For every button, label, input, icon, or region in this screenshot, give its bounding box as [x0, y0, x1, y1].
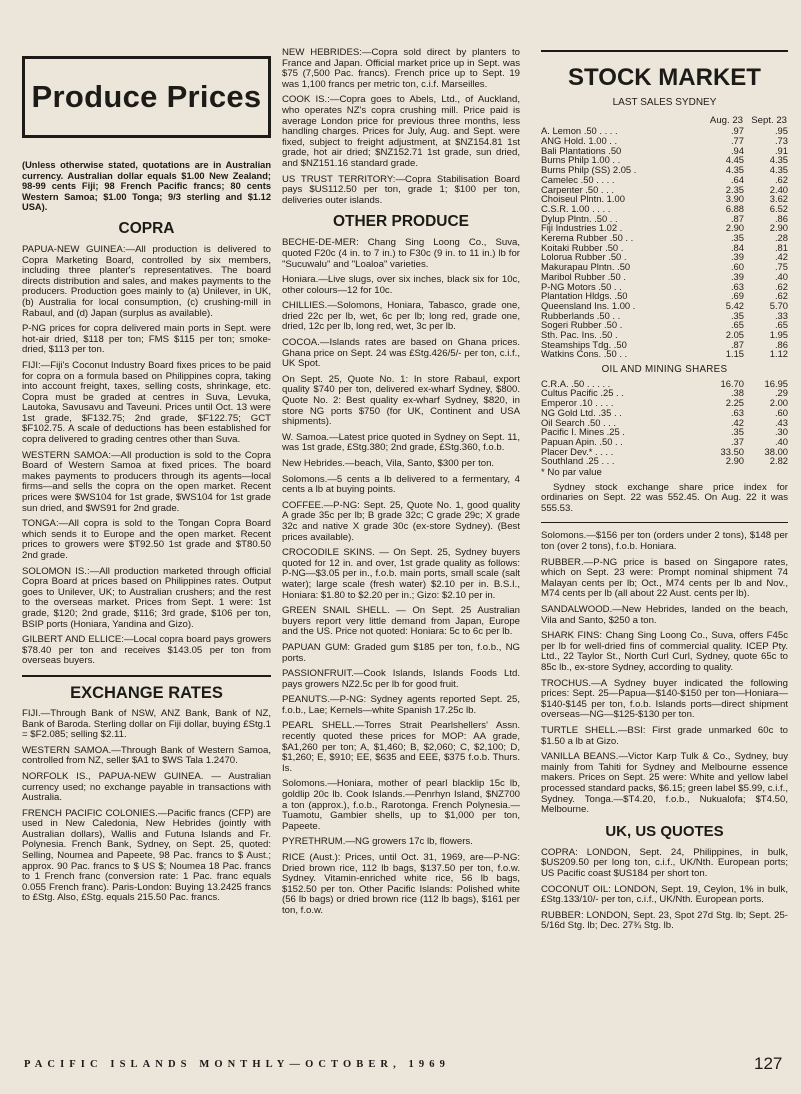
- page-number: 127: [754, 1054, 783, 1073]
- company-name: A. Lemon .50 . . . .: [541, 125, 618, 137]
- copra-us-trust: US TRUST TERRITORY:—Copra Stabilisation Board pays $US112.50 per ton, grade 1; $100 per ton, deliveries outer islands.: [282, 173, 520, 206]
- pearl-shell: PEARL SHELL.—Torres Strait Pearlshellers' Assn. recently quoted these prices for MOP: AA grade, $A1,260 per ton; A, $1,460; B, $2,060; C, $2,100; D, $1,260; E, $910; EE, $635 and EEE, $375 f.o.b. Thurs. Is.: [282, 720, 520, 774]
- company-name: Bali Plantations .50: [541, 144, 622, 156]
- cocoa-new-hebrides: New Hebrides.—beach, Vila, Santo, $300 per ton.: [282, 458, 495, 469]
- price-sept: 1.12: [769, 348, 788, 360]
- col-sept: Sept. 23: [751, 114, 787, 126]
- company-name: Burns Philp (SS) 2.05 .: [541, 164, 637, 176]
- price-sept: .28: [774, 232, 788, 244]
- peanuts: PEANUTS.—P-NG: Sydney agents reported Sept. 25, f.o.b., Lae; Kernels—white Spanish 17.25c lb.: [282, 694, 520, 716]
- price-aug: .35: [730, 309, 744, 321]
- price-sept: 3.62: [769, 193, 788, 205]
- company-name: Koitaki Rubber .50 .: [541, 241, 624, 253]
- column-left: [22, 0, 271, 909]
- company-name: Rubberlands .50 . .: [541, 309, 621, 321]
- company-name: Queensland Ins. 1.00 .: [541, 299, 636, 311]
- exchange-fiji: FIJI.—Through Bank of NSW, ANZ Bank, Bank of NZ, Bank of Baroda. Sterling dollar on Fiji dollar, buying £Stg.1 = $F2.085; selling $2.11.: [22, 707, 271, 741]
- stock-subtitle: LAST SALES SYDNEY: [612, 97, 717, 108]
- price-sept: 2.82: [769, 455, 788, 467]
- company-name: Camelec .50 . . . .: [541, 173, 615, 185]
- price-aug: .84: [730, 241, 744, 253]
- company-name: Placer Dev.* . . . .: [541, 445, 614, 457]
- price-sept: 1.95: [769, 329, 788, 341]
- company-name: Southland .25 . . .: [541, 455, 615, 467]
- price-sept: 2.90: [769, 222, 788, 234]
- price-aug: 16.70: [720, 377, 744, 389]
- company-name: Sth. Pac. Ins. .50 .: [541, 329, 618, 341]
- divider: [22, 675, 271, 677]
- price-aug: 4.35: [725, 164, 744, 176]
- copra-png: PAPUA-NEW GUINEA:—All production is delivered to Copra Marketing Board, controlled by six members, including three planter's representatives. The board directs distribution and sales, and makes payments to the producers. Production goes mainly to (a) Unilever, in UK, (b) Australia for local consumption, (c) crushing-mill in Rabaul, and (d) Japan (surplus as available).: [22, 243, 271, 319]
- cocoa-quotes: On Sept. 25, Quote No. 1: In store Rabaul, export quality $740 per ton, delivered ex-wharf Sydney, $800. Quote No. 2: Best quality ex-wharf Sydney, $820, in store NG ports $750 (for UK, Continent and USA shipments).: [282, 373, 520, 428]
- price-sept: .62: [774, 173, 788, 185]
- price-sept: .40: [774, 435, 788, 447]
- price-aug: .64: [730, 173, 744, 185]
- company-name: Pacific I. Mines .25 .: [541, 426, 625, 438]
- price-sept: 2.00: [769, 397, 788, 409]
- price-sept: .29: [774, 387, 788, 399]
- copra-heading: COPRA: [118, 219, 175, 237]
- column-right: [541, 42, 788, 937]
- beche-de-mer: BECHE-DE-MER: Chang Sing Loong Co., Suva, quoted F20c (4 in. to 7 in.) to F30c (9 in. to 11 in.) lb for "Sucuwalu" and "Loaloa" varieties.: [282, 237, 520, 270]
- price-sept: .43: [774, 416, 788, 428]
- copra-new-hebrides: NEW HEBRIDES:—Copra sold direct by planters to France and Japan. Official market price up in Sept. was $75 (7,500 Pac. francs). French price up to Sept. 19 was 1,100 francs per metric ton, c.i.f. Marseilles.: [282, 47, 520, 90]
- company-name: Dylup Plntn. .50 . .: [541, 212, 618, 224]
- company-name: ANG Hold. 1.00 . .: [541, 135, 618, 146]
- produce-prices-title-box: [22, 56, 271, 138]
- copra-gilbert-ellice: GILBERT AND ELLICE:—Local copra board pays growers $78.40 per ton and receives $143.05 per ton from overseas buyers.: [22, 634, 271, 667]
- company-name: Emperor .10 . . . .: [541, 397, 614, 409]
- passionfruit: PASSIONFRUIT.—Cook Islands, Islands Foods Ltd. pays growers NZ2.5c per lb for good fruit.: [282, 668, 520, 690]
- company-name: NG Gold Ltd. .35 . .: [541, 406, 622, 418]
- stock-table: [541, 115, 788, 360]
- other-produce-heading: OTHER PRODUCE: [332, 213, 470, 231]
- col-aug: Aug. 23: [709, 114, 743, 126]
- company-name: C.R.A. .50 . . . . .: [541, 377, 611, 389]
- crocodile-skins: CROCODILE SKINS. — On Sept. 25, Sydney buyers quoted for 12 in. and over, 1st grade quality as follows: P-NG—$3.05 per in., f.o.b. main ports, small scale (salt water); large scale (fresh water) $2.10 per in. B.S.I., Honiara: $1.80 to $2.20 per in.; Gizo: $2.10 per in.: [282, 547, 520, 601]
- price-aug: .39: [730, 270, 744, 282]
- price-sept: 6.52: [769, 202, 788, 214]
- company-name: Sogeri Rubber .50 .: [541, 319, 623, 331]
- page-title: Produce Prices: [31, 78, 262, 114]
- copra-cook-is: COOK IS.:—Copra goes to Abels, Ltd., of Auckland, who operates NZ's copra crushing mill. Price paid is average London price for previous three months, less handling charges. Prices for July, Aug. and Sept. were fixed, subject to freight adjustment, at $NZ154.81 1st grade, hot air dried; $NZ152.71 1st grade, sun dried, and $NZ151.16 standard grade.: [282, 94, 520, 169]
- divider: [541, 522, 788, 523]
- footer-publication: PACIFIC ISLANDS MONTHLY—OCTOBER, 1969: [24, 1059, 450, 1070]
- stock-row: [541, 349, 788, 359]
- chillies: CHILLIES.—Solomons, Honiara, Tabasco, grade one, dried 22c per lb, wet, 6c per lb; long red, grade one, dried, 12c per lb, long red, wet, 3c per lb.: [282, 300, 520, 333]
- company-name: Plantation Hldgs. .50: [541, 290, 628, 302]
- price-sept: .33: [774, 309, 788, 321]
- price-sept: 16.95: [764, 377, 788, 389]
- company-name: Carpenter .50 . . .: [541, 183, 614, 195]
- copra-tonga: TONGA:—All copra is sold to the Tongan Copra Board which sends it to Europe and the open market. Recent prices to growers were $T92.50 1st grade and $T80.50 2nd grade.: [22, 518, 271, 561]
- company-name: Steamships Tdg. .50: [541, 338, 627, 350]
- price-sept: .73: [774, 135, 788, 146]
- company-name: Makurapau Plntn. .50: [541, 261, 631, 273]
- price-aug: 33.50: [720, 445, 744, 457]
- quote-copra: COPRA: LONDON, Sept. 24, Philippines, in bulk, $US209.50 per long ton, c.i.f., UK/Nth. European ports; US Pacific coast $US184 per short ton.: [541, 846, 788, 879]
- price-aug: 2.25: [725, 397, 744, 409]
- price-aug: .38: [730, 387, 744, 399]
- price-aug: .37: [730, 435, 744, 447]
- price-aug: 3.90: [725, 193, 744, 205]
- papuan-gum: PAPUAN GUM: Graded gum $185 per ton, f.o.b., NG ports.: [282, 641, 520, 664]
- stock-row: [541, 456, 788, 466]
- copra-western-samoa: WESTERN SAMOA:—All production is sold to the Copra Board of Western Samoa at fixed prices. The board makes payments to producers through its agents—local firms—and sells the copra on the open market. Recent prices were $WS104 for 1st grade, $WS104 for 1st grade sun dried, and $WS91 for 2nd grade.: [22, 449, 271, 514]
- price-aug: .87: [730, 338, 744, 350]
- copra-fiji: FIJI:—Fiji's Coconut Industry Board fixes prices to be paid for copra on a formula based on Philippines copra, taking into account freight, taxes, selling costs, shrinkage, etc. Copra must be graded at centres in Suva, Levuka, Lautoka, Savusavu and Taveuni. Prices until Oct. 13 were 1st grade, $F132.75; 2nd grade, $F122.75; GCT $F102.75. A scale of deductions has been established for copra delivered to grading centres other than Suva.: [22, 359, 271, 446]
- company-name: C.S.R. 1.00 . . . .: [541, 202, 611, 214]
- price-aug: .69: [730, 290, 744, 302]
- price-aug: .60: [730, 261, 744, 273]
- copra-solomon: SOLOMON IS.:—All production marketed through official Copra Board at prices based on Philippines rates. Output goes to Unilever, UK; to Australian crushers; and the rest to the overseas market. Prices from Sept. 1 were: 1st grade, $120; 2nd grade, $116; 3rd grade, $106 per ton, BSIP ports (Honiara, Yandina and Gizo).: [22, 565, 271, 630]
- price-sept: 5.70: [769, 299, 788, 311]
- price-aug: .63: [730, 406, 744, 418]
- price-aug: 4.45: [725, 154, 744, 166]
- cocoa: COCOA.—Islands rates are based on Ghana prices. Ghana price on Sept. 24 was £Stg.426/5/- per ton, c.i.f., UK Spot.: [282, 337, 520, 370]
- price-sept: 2.40: [769, 183, 788, 195]
- pearl-shell-solomons: Solomons.—Honiara, mother of pearl blacklip 15c lb, goldlip 20c lb. Cook Islands.—Penrhyn Island, $NZ700 a ton (approx.), f.o.b., Rarotonga. French Polynesia.—Tuamotu, Gambier shells, up to $1,000 per ton, Papeete.: [282, 778, 520, 832]
- exchange-norfolk-png: NORFOLK IS., PAPUA-NEW GUINEA. — Australian currency used; no exchange payable in transactions with Australia.: [22, 770, 271, 804]
- top-rule: [541, 50, 788, 52]
- price-aug: 6.88: [725, 202, 744, 214]
- shark-fins: SHARK FINS: Chang Sing Loong Co., Suva, offers F45c per lb for well-dried fins of commercial quality. ICEP Pty. Ltd., 22 Taylor St., North Curl Curl, Sydney, quote 65c to 85c lb., ex-store Sydney, according to quality.: [541, 630, 788, 673]
- company-name: Cultus Pacific .25 . .: [541, 387, 624, 399]
- no-par-note: * No par value: [541, 467, 602, 479]
- column-middle: [282, 48, 520, 922]
- cocoa-solomons: Solomons.—5 cents a lb delivered to a fermentary, 4 cents a lb at buying points.: [282, 473, 520, 496]
- price-aug: 2.35: [725, 183, 744, 195]
- price-sept: 4.35: [769, 164, 788, 176]
- price-aug: .63: [730, 280, 744, 292]
- price-aug: 2.90: [725, 222, 744, 234]
- price-aug: 1.15: [725, 348, 744, 360]
- coffee: COFFEE.—P-NG: Sept. 25, Quote No. 1, good quality A grade 35c per lb; B grade 32c; C grade 29c; X grade 32c and native X grade 30c (ex-store Sydney). (Best prices available).: [282, 499, 520, 543]
- price-aug: .77: [730, 135, 744, 146]
- price-aug: .35: [730, 232, 744, 244]
- company-name: Oil Search .50 . . .: [541, 416, 617, 428]
- company-name: P-NG Motors .50 . .: [541, 280, 622, 292]
- currency-note: (Unless otherwise stated, quotations are in Australian currency. Australian dollar equals $1.00 New Zealand; 98-99 cents Fiji; 98 French Pacific francs; 80 cents Western Samoa; $1.00 Tonga; 9/3 sterling and $1.12 USA).: [22, 160, 271, 213]
- cocoa-w-samoa: W. Samoa.—Latest price quoted in Sydney on Sept. 11, was 1st grade, £Stg.380; 2nd grade, £Stg.360, f.o.b.: [282, 431, 520, 454]
- uk-us-quotes-heading: UK, US QUOTES: [605, 822, 724, 840]
- quote-rubber: RUBBER: LONDON, Sept. 23, Spot 27d Stg. lb; Sept. 25-5/16d Stg. lb; Dec. 27¾ Stg. lb.: [541, 909, 788, 932]
- price-sept: .95: [774, 125, 788, 137]
- price-sept: .81: [774, 241, 788, 253]
- price-aug: 2.90: [725, 455, 744, 467]
- rubber: RUBBER.—P-NG price is based on Singapore rates, which on Sept. 23 were: Prompt nominal shipment 74 Malayan cents per lb; Oct., M74 cents per lb and Nov., M74 cents per lb (all about 22 Aust. cents per lb).: [541, 556, 788, 600]
- price-sept: .40: [774, 270, 788, 282]
- price-aug: 5.42: [725, 299, 744, 311]
- price-sept: .65: [774, 319, 788, 331]
- quote-coconut-oil: COCONUT OIL: LONDON, Sept. 19, Ceylon, 1% in bulk, £Stg.133/10/- per ton, c.i.f., UK/Nth. European ports.: [541, 883, 788, 906]
- price-sept: .30: [774, 426, 788, 438]
- copra-png-prices: P-NG prices for copra delivered main ports in Sept. were hot-air dried, $118 per ton; FMS $115 per ton; smoke-dried, $113 per ton.: [22, 323, 271, 356]
- price-index: Sydney stock exchange share price index for ordinaries on Sept. 22 was 552.45. On Aug. 22 it was 555.53.: [541, 481, 788, 514]
- company-name: Lolorua Rubber .50 .: [541, 251, 627, 263]
- price-aug: .65: [730, 319, 744, 331]
- price-sept: .62: [774, 290, 788, 302]
- price-sept: .60: [774, 406, 788, 418]
- green-snail-shell: GREEN SNAIL SHELL. — On Sept. 25 Australian buyers report very little demand from Japan, Europe and the US. Price not quoted: Honiara: 5c to 6c per lb.: [282, 605, 520, 638]
- company-name: Fiji Industries 1.02 .: [541, 222, 623, 234]
- company-name: Watkins Cons. .50 . .: [541, 348, 628, 360]
- company-name: Kerema Rubber .50 . .: [541, 232, 634, 244]
- vanilla-beans: VANILLA BEANS.—Victor Karp Tulk & Co., Sydney, buy mainly from Tahiti for Sydney and Melbourne essence makers. Prices on Sept. 25 were: White and yellow label processed standard packs, $6.15; green label $5.99, c.i.f., Sydney. Tonga.—$T4.20, f.o.b., Nukualofa; $T4.50, Melbourne.: [541, 751, 788, 816]
- price-sept: .42: [774, 251, 788, 263]
- price-sept: .75: [774, 261, 788, 273]
- price-sept: 4.35: [769, 154, 788, 166]
- exchange-french-pacific: FRENCH PACIFIC COLONIES.—Pacific francs (CFP) are used in New Caledonia, New Hebrides (jointly with Australian dollars), Wallis and Futuna Islands and Fr. Polynesia. French Bank, Sydney, on Sept. 25, quoted: Selling, Noumea and Papeete, 98 Pac. francs to $ Aust.; approx. 90 Pac. francs to $ US $; Noumea 18 Pac. francs to 1 French franc (conversion rate: 1 Pac. franc equals 0.055 French franc). Paris-London: Buying 13.2425 francs to £Stg. Also, £Stg. equals 215.50 Pac. francs.: [22, 807, 271, 904]
- price-aug: .39: [730, 251, 744, 263]
- price-aug: .42: [730, 416, 744, 428]
- company-name: Choiseul Plntn. 1.00: [541, 193, 625, 205]
- exchange-western-samoa: WESTERN SAMOA.—Through Bank of Western Samoa, controlled from NZ, seller $A1 to $WS Tala 1.2470.: [22, 744, 271, 767]
- company-name: Maribol Rubber .50 .: [541, 270, 626, 282]
- price-aug: .97: [730, 125, 744, 137]
- price-aug: .35: [730, 426, 744, 438]
- sandalwood: SANDALWOOD.—New Hebrides, landed on the beach, Vila and Santo, $250 a ton.: [541, 604, 788, 626]
- oil-mining-heading: OIL AND MINING SHARES: [601, 364, 728, 376]
- company-name: Papuan Apin. .50 . .: [541, 435, 623, 447]
- rice-solomons: Solomons.—$156 per ton (orders under 2 tons), $148 per ton (over 2 tons), f.o.b. Honiara.: [541, 530, 788, 553]
- oil-table: [541, 379, 788, 466]
- price-sept: .86: [774, 212, 788, 224]
- price-sept: .62: [774, 280, 788, 292]
- price-aug: 2.05: [725, 329, 744, 341]
- rice: RICE (Aust.): Prices, until Oct. 31, 1969, are—P-NG: Dried brown rice, 112 lb bags, $137.50 per ton, f.o.w. Sydney. Vitamin-enriched white rice, 56 lb bags, $152.50 per ton. Other Pacific Islands: Polished white (56 lb bags) or dried brown rice (112 lb bags), $161 per ton, f.o.w.: [282, 852, 520, 916]
- company-name: Burns Philp 1.00 . .: [541, 154, 621, 166]
- stock-market-heading: STOCK MARKET: [568, 64, 761, 91]
- turtle-shell: TURTLE SHELL.—BSI: First grade unmarked 60c to $1.50 a lb at Gizo.: [541, 724, 788, 747]
- exchange-rates-heading: EXCHANGE RATES: [70, 683, 223, 702]
- pyrethrum: PYRETHRUM.—NG growers 17c lb, flowers.: [282, 836, 473, 848]
- trochus: TROCHUS.—A Sydney buyer indicated the following prices: Sept. 25—Papua—$140-$150 per ton—Honiara—$140-$145 per ton, f.o.b. Islands ports—direct shipment overseas—NG—$125-$130 per ton.: [541, 677, 788, 721]
- price-aug: .94: [730, 144, 744, 156]
- beche-honiara: Honiara.—Live slugs, over six inches, black six for 10c, other colours—12 for 10c.: [282, 274, 520, 296]
- price-aug: .87: [730, 212, 744, 224]
- price-sept: .91: [774, 144, 788, 156]
- price-sept: .86: [774, 338, 788, 350]
- price-sept: 38.00: [764, 445, 788, 457]
